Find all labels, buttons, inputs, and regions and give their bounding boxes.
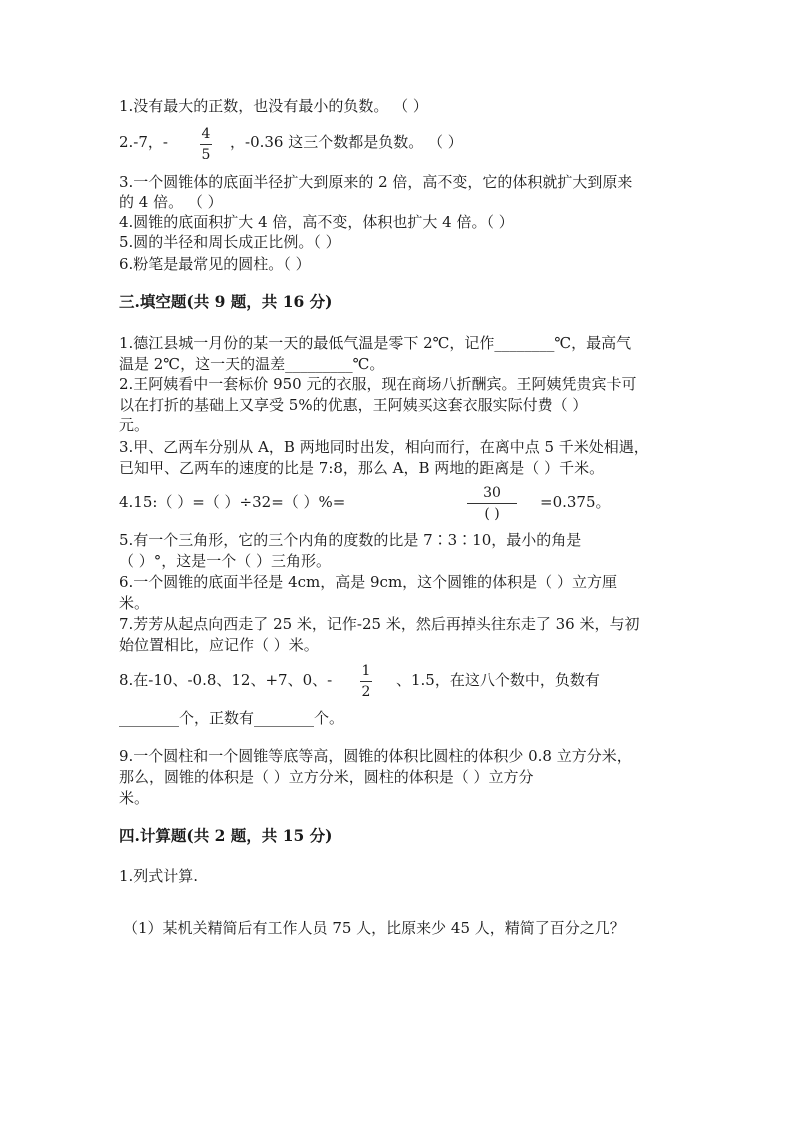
fill-q5-line2: （ ）°，这是一个（ ）三角形。	[119, 552, 332, 570]
fraction-denominator: 2	[361, 684, 371, 700]
fill-q8-line2: ________个，正数有________个。	[119, 709, 345, 727]
fraction-numerator: 1	[361, 663, 371, 679]
fill-q8-post: 、1.5，在这八个数中，负数有	[396, 671, 600, 689]
fill-q9-line3: 米。	[119, 789, 150, 807]
judgement-q4: 4.圆锥的底面积扩大 4 倍，高不变，体积也扩大 4 倍。（ ）	[119, 213, 514, 231]
fill-q6-line1: 6.一个圆锥的底面半径是 4cm，高是 9cm，这个圆锥的体积是（ ）立方厘	[119, 573, 617, 591]
calc-q1: 1.列式计算.	[119, 867, 199, 885]
fill-q6-line2: 米。	[119, 594, 150, 612]
fill-q1-line2: 温是 2℃，这一天的温差_________℃。	[119, 355, 385, 373]
fraction-thirty-over-blank	[466, 485, 518, 522]
fill-q4-post: =0.375。	[540, 493, 611, 511]
fraction-denominator: 5	[201, 147, 211, 163]
fraction-numerator: 4	[201, 126, 211, 142]
fill-q2-line3: 元。	[119, 416, 150, 434]
fraction-numerator: 30	[483, 485, 501, 501]
fill-q3-line2: 已知甲、乙两车的速度的比是 7:8，那么 A，B 两地的距离是（ ）千米。	[119, 459, 605, 477]
fill-q5-line1: 5.有一个三角形，它的三个内角的度数的比是 7∶3∶10，最小的角是	[119, 531, 582, 549]
fill-q8-pre: 8.在-10、-0.8、12、+7、0、-	[119, 671, 333, 689]
fill-q3-line1: 3.甲、乙两车分别从 A，B 两地同时出发，相向而行，在离中点 5 千米处相遇，	[119, 438, 649, 456]
judgement-q2-pre: 2.-7，-	[119, 133, 168, 151]
judgement-q5: 5.圆的半径和周长成正比例。（ ）	[119, 233, 341, 251]
fill-q2-line1: 2.王阿姨看中一套标价 950 元的衣服，现在商场八折酬宾。王阿姨凭贵宾卡可	[119, 375, 637, 393]
fraction-four-fifths	[198, 126, 214, 163]
section-4-heading: 四.计算题(共 2 题，共 15 分)	[119, 826, 333, 845]
fill-q1-line1: 1.德江县城一月份的某一天的最低气温是零下 2℃，记作________℃，最高气	[119, 334, 632, 352]
fill-q9-line1: 9.一个圆柱和一个圆锥等底等高，圆锥的体积比圆柱的体积少 0.8 立方分米，	[119, 747, 632, 765]
judgement-q1: 1.没有最大的正数，也没有最小的负数。 （ ）	[119, 97, 428, 115]
fill-q9-line2: 那么，圆锥的体积是（ ）立方分米，圆柱的体积是（ ）立方分	[119, 768, 534, 786]
section-3-heading: 三.填空题(共 9 题，共 16 分)	[119, 292, 333, 311]
judgement-q2-post: ，-0.36 这三个数都是负数。 （ ）	[230, 133, 463, 151]
fill-q2-line2: 以在打折的基础上又享受 5%的优惠，王阿姨买这套衣服实际付费（ ）	[119, 396, 588, 414]
fill-q7-line2: 始位置相比，应记作（ ）米。	[119, 636, 319, 654]
judgement-q6: 6.粉笔是最常见的圆柱。（ ）	[119, 255, 311, 273]
fraction-denominator: ( )	[484, 506, 500, 522]
fill-q4-pre: 4.15:（ ）=（ ）÷32=（ ）%=	[119, 493, 346, 511]
fill-q7-line1: 7.芳芳从起点向西走了 25 米，记作-25 米，然后再掉头往东走了 36 米，与初	[119, 615, 640, 633]
judgement-q3-line1: 3.一个圆锥体的底面半径扩大到原来的 2 倍，高不变，它的体积就扩大到原来	[119, 173, 633, 191]
judgement-q3-line2: 的 4 倍。 （ ）	[119, 193, 223, 211]
calc-q1-sub1: （1）某机关精简后有工作人员 75 人，比原来少 45 人，精简了百分之几？	[123, 919, 625, 937]
fraction-one-half	[358, 663, 374, 700]
